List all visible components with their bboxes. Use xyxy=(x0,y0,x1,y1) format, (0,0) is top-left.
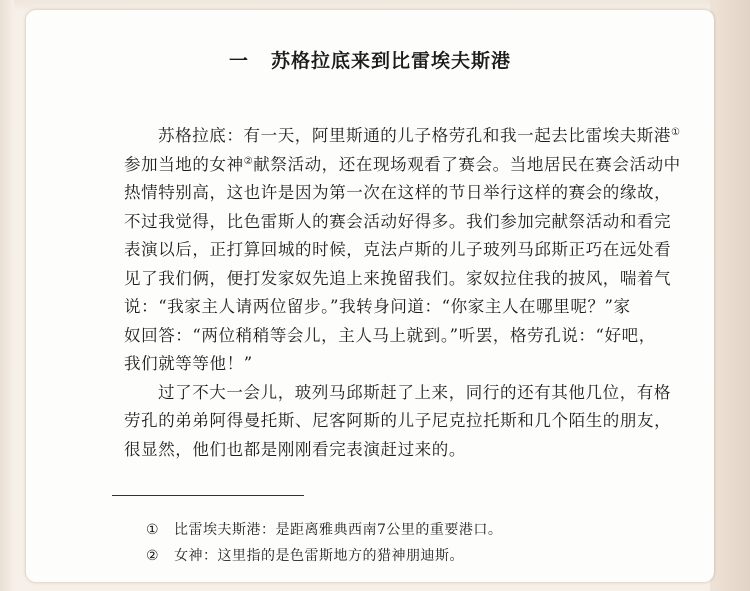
paragraph-1-line-7: 说：“我家主人请两位留步。”我转身问道：“你家主人在哪里呢？”家 xyxy=(124,297,631,316)
text-run: 献祭活动，还在现场观看了赛会。当地居民在赛会活动中 xyxy=(253,154,681,174)
paragraph-1-line-6: 见了我们俩，便打发家奴先追上来挽留我们。家奴拉住我的披风，喘着气 xyxy=(124,268,672,288)
footnote-ref-1[interactable]: ① xyxy=(671,127,681,138)
footnote-2 xyxy=(146,543,686,569)
footnote-text: 女神：这里指的是色雷斯地方的猎神朋迪斯。 xyxy=(174,548,464,564)
footnote-1 xyxy=(146,517,686,543)
paragraph-1-line-3: 热情特别高，这也许是因为第一次在这样的节日举行这样的赛会的缘故， xyxy=(124,183,672,202)
footnote-divider xyxy=(112,495,304,496)
background-left xyxy=(0,0,14,591)
footnote-marker: ② xyxy=(146,548,160,564)
book-page xyxy=(26,10,714,582)
paragraph-1-line-5: 表演以后，正打算回城的时候，克法卢斯的儿子玻列马邱斯正巧在远处看 xyxy=(124,240,672,259)
paragraph-2-line-1: 过了不大一会儿，玻列马邱斯赶了上来，同行的还有其他几位，有格 xyxy=(158,382,671,402)
background-right xyxy=(710,0,750,591)
footnote-ref-2[interactable]: ② xyxy=(243,155,254,167)
paragraph-1-line-8: 奴回答：“两位稍稍等会儿，主人马上就到。”听罢，格劳孔说：“好吧， xyxy=(124,325,656,345)
chapter-title: 苏格拉底来到比雷埃夫斯港 xyxy=(271,50,512,72)
paragraph-1-line-9: 我们就等等他！” xyxy=(124,354,253,373)
chapter-number: 一 xyxy=(228,50,249,72)
paragraph-2-line-2: 劳孔的弟弟阿得曼托斯、尼客阿斯的儿子尼克拉托斯和几个陌生的朋友， xyxy=(124,411,672,430)
footnote-marker: ① xyxy=(146,522,160,538)
text-run: 参加当地的女神 xyxy=(124,154,244,174)
chapter-heading xyxy=(26,46,714,73)
paragraph-2-line-3: 很显然，他们也都是刚刚看完表演赶过来的。 xyxy=(124,439,466,459)
paragraph-1-line-1 xyxy=(124,122,681,151)
paragraph-1-line-4: 不过我觉得，比色雷斯人的赛会活动好得多。我们参加完献祭活动和看完 xyxy=(124,211,672,231)
footnote-text: 比雷埃夫斯港：是距离雅典西南7公里的重要港口。 xyxy=(174,522,503,538)
text-run: 苏格拉底：有一天，阿里斯通的儿子格劳孔和我一起去比雷埃夫斯港 xyxy=(158,126,671,145)
body-text xyxy=(124,122,681,464)
paragraph-1-line-2 xyxy=(124,151,681,180)
footnotes xyxy=(146,517,686,569)
